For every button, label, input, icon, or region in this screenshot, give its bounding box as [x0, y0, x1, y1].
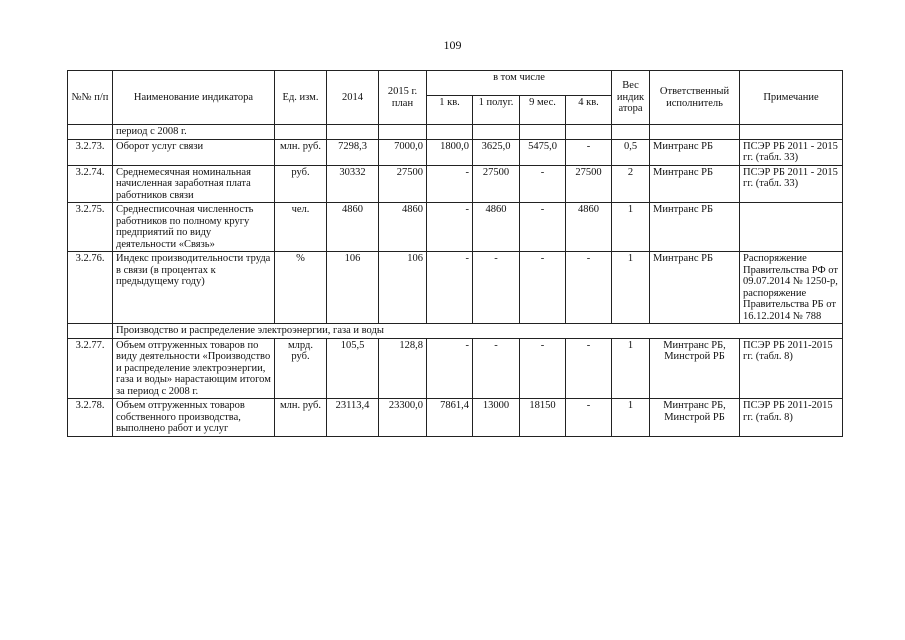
- cell-q1: -: [427, 203, 473, 252]
- cell-h1: 13000: [473, 399, 520, 437]
- header-unit: Ед. изм.: [275, 71, 327, 125]
- cell-resp: Минтранс РБ: [650, 165, 740, 203]
- cell-weight: 1: [612, 203, 650, 252]
- cell-note: ПСЭР РБ 2011 - 2015 гг. (табл. 33): [740, 165, 843, 203]
- cell-q1: -: [427, 165, 473, 203]
- cell-weight: 1: [612, 338, 650, 399]
- cell-q1: -: [427, 338, 473, 399]
- cell-q4: -: [566, 338, 612, 399]
- table-row: [68, 338, 843, 399]
- cell-q4: -: [566, 139, 612, 165]
- cell-y2015: 7000,0: [379, 139, 427, 165]
- cell-name: Объем отгруженных товаров по виду деятельности «Производство и распределение электроэнергии, газа и воды» нарастающим итогом за период с 2008 г.: [113, 338, 275, 399]
- cell-num: 3.2.76.: [68, 252, 113, 324]
- header-q1: 1 кв.: [427, 96, 473, 125]
- cell-q4: 4860: [566, 203, 612, 252]
- continuation-row: [68, 125, 843, 140]
- cell-num: 3.2.75.: [68, 203, 113, 252]
- cell-resp: Минтранс РБ, Минстрой РБ: [650, 338, 740, 399]
- cell-q4: 27500: [566, 165, 612, 203]
- cell-y2015: 128,8: [379, 338, 427, 399]
- cell-m9: -: [520, 338, 566, 399]
- cell-resp: Минтранс РБ: [650, 139, 740, 165]
- cell-note: ПСЭР РБ 2011 - 2015 гг. (табл. 33): [740, 139, 843, 165]
- cell-m9: 5475,0: [520, 139, 566, 165]
- header-2015: 2015 г. план: [379, 71, 427, 125]
- cell-name: Индекс производительности труда в связи (в процентах к предыдущему году): [113, 252, 275, 324]
- cell-h1: -: [473, 338, 520, 399]
- cell-m9: -: [520, 165, 566, 203]
- cell-weight: 1: [612, 252, 650, 324]
- section-row: [68, 324, 843, 339]
- cell-resp: Минтранс РБ, Минстрой РБ: [650, 399, 740, 437]
- header-name: Наименование индикатора: [113, 71, 275, 125]
- cell-note: [740, 203, 843, 252]
- cell-m9: 18150: [520, 399, 566, 437]
- cell-note: Распоряжение Правительства РФ от 09.07.2014 № 1250-р, распоряжение Правительства РБ от 16.12.2014 № 788: [740, 252, 843, 324]
- cell-weight: 2: [612, 165, 650, 203]
- cell-resp: Минтранс РБ: [650, 203, 740, 252]
- page-number: 109: [443, 38, 462, 52]
- cell-q4: -: [566, 399, 612, 437]
- cell-num: 3.2.77.: [68, 338, 113, 399]
- cell-weight: 0,5: [612, 139, 650, 165]
- header-num: №№ п/п: [68, 71, 113, 125]
- cell-y2014: 30332: [327, 165, 379, 203]
- continuation-text: период с 2008 г.: [113, 125, 275, 140]
- cell-unit: млн. руб.: [275, 139, 327, 165]
- cell-num: 3.2.78.: [68, 399, 113, 437]
- cell-name: Среднемесячная номинальная начисленная заработная плата работников связи: [113, 165, 275, 203]
- indicator-table: [67, 70, 843, 437]
- cell-y2014: 4860: [327, 203, 379, 252]
- cell-unit: млрд. руб.: [275, 338, 327, 399]
- cell-name: Среднесписочная численность работников по полному кругу предприятий по виду деятельности «Связь»: [113, 203, 275, 252]
- header-2014: 2014: [327, 71, 379, 125]
- section-title: Производство и распределение электроэнергии, газа и воды: [113, 324, 843, 339]
- cell-h1: 4860: [473, 203, 520, 252]
- header-q4: 4 кв.: [566, 96, 612, 125]
- cell-y2015: 23300,0: [379, 399, 427, 437]
- cell-y2014: 23113,4: [327, 399, 379, 437]
- cell-name: Объем отгруженных товаров собственного производства, выполнено работ и услуг: [113, 399, 275, 437]
- table-row: [68, 399, 843, 437]
- cell-y2014: 105,5: [327, 338, 379, 399]
- table-row: [68, 252, 843, 324]
- cell-h1: 3625,0: [473, 139, 520, 165]
- cell-weight: 1: [612, 399, 650, 437]
- cell-num: 3.2.73.: [68, 139, 113, 165]
- cell-unit: чел.: [275, 203, 327, 252]
- cell-q4: -: [566, 252, 612, 324]
- header-including: в том числе: [427, 71, 612, 96]
- cell-y2014: 106: [327, 252, 379, 324]
- cell-unit: руб.: [275, 165, 327, 203]
- cell-y2015: 106: [379, 252, 427, 324]
- cell-y2014: 7298,3: [327, 139, 379, 165]
- cell-note: ПСЭР РБ 2011-2015 гг. (табл. 8): [740, 338, 843, 399]
- cell-m9: -: [520, 252, 566, 324]
- cell-q1: 7861,4: [427, 399, 473, 437]
- table-row: [68, 139, 843, 165]
- cell-num: 3.2.74.: [68, 165, 113, 203]
- cell-q1: 1800,0: [427, 139, 473, 165]
- header-responsible: Ответственный исполнитель: [650, 71, 740, 125]
- cell-unit: млн. руб.: [275, 399, 327, 437]
- cell-h1: 27500: [473, 165, 520, 203]
- cell-q1: -: [427, 252, 473, 324]
- table-row: [68, 165, 843, 203]
- cell-h1: -: [473, 252, 520, 324]
- cell-unit: %: [275, 252, 327, 324]
- cell-resp: Минтранс РБ: [650, 252, 740, 324]
- table-row: [68, 203, 843, 252]
- header-9m: 9 мес.: [520, 96, 566, 125]
- cell-y2015: 4860: [379, 203, 427, 252]
- cell-y2015: 27500: [379, 165, 427, 203]
- header-weight: Вес индик атора: [612, 71, 650, 125]
- header-note: Примечание: [740, 71, 843, 125]
- cell-m9: -: [520, 203, 566, 252]
- cell-note: ПСЭР РБ 2011-2015 гг. (табл. 8): [740, 399, 843, 437]
- cell-name: Оборот услуг связи: [113, 139, 275, 165]
- header-h1: 1 полуг.: [473, 96, 520, 125]
